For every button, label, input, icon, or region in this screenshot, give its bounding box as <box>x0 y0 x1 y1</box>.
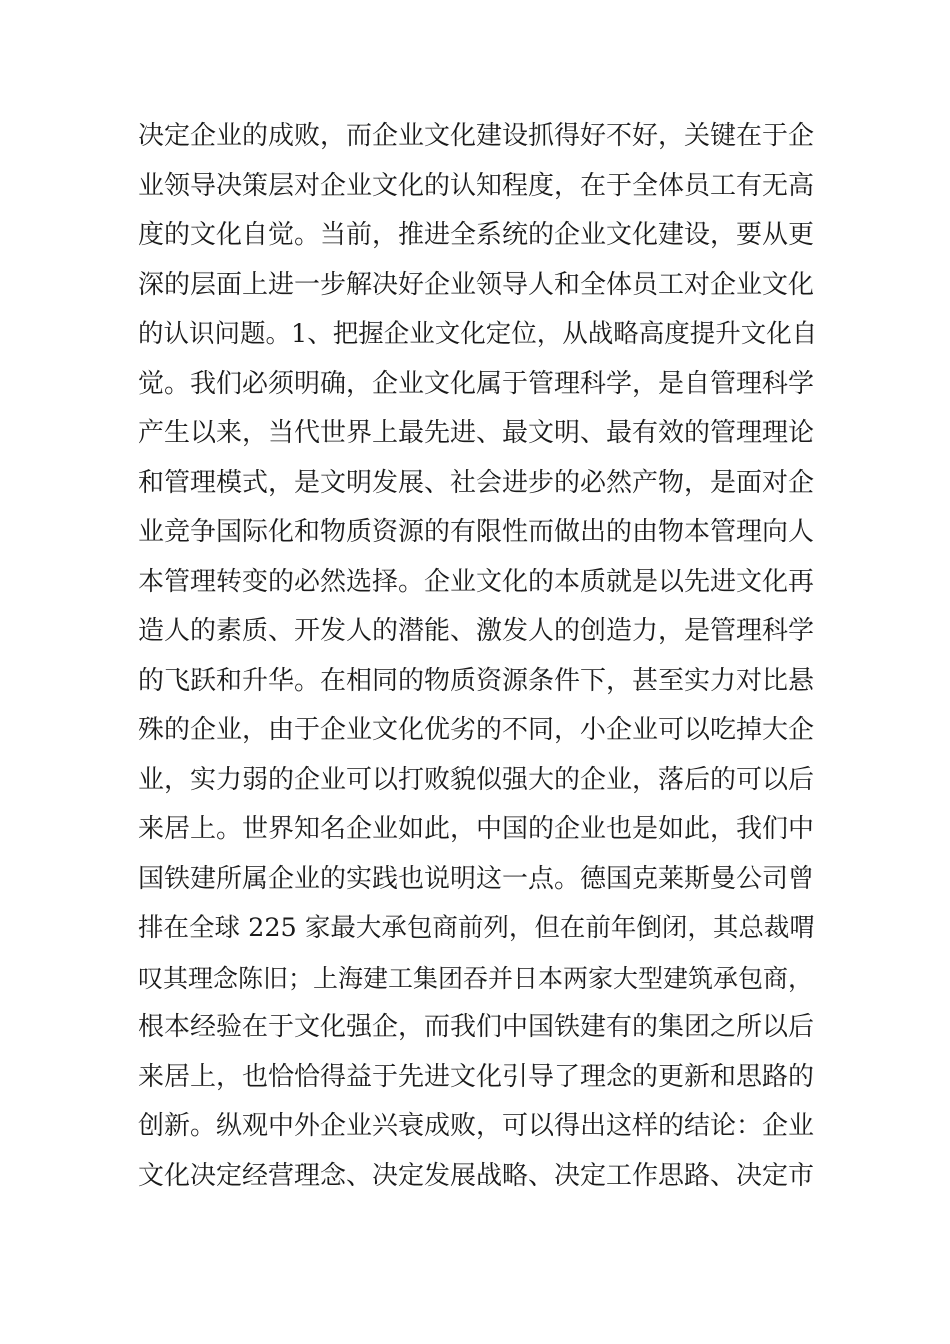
text-line: 本管理转变的必然选择。企业文化的本质就是以先进文化再 <box>138 566 815 597</box>
text-line: 产生以来，当代世界上最先进、最文明、最有效的管理理论 <box>138 418 815 448</box>
text-line: 文化决定经营理念、决定发展战略、决定工作思路、决定市 <box>138 1160 815 1191</box>
text-line: 来居上，也恰恰得益于先进文化引导了理念的更新和思路的 <box>138 1061 815 1092</box>
text-line: 叹其理念陈旧；上海建工集团吞并日本两家大型建筑承包商， <box>138 963 814 993</box>
text-line: 业，实力弱的企业可以打败貌似强大的企业，落后的可以后 <box>138 764 815 795</box>
text-line: 来居上。世界知名企业如此，中国的企业也是如此，我们中 <box>138 814 815 844</box>
text-line: 的认识问题。1、把握企业文化定位，从战略高度提升文化自 <box>138 319 818 349</box>
text-line: 根本经验在于文化强企，而我们中国铁建有的集团之所以后 <box>138 1012 815 1042</box>
text-line: 业竞争国际化和物质资源的有限性而做出的由物本管理向人 <box>138 517 815 547</box>
text-line: 和管理模式，是文明发展、社会进步的必然产物，是面对企 <box>138 467 815 498</box>
text-line: 深的层面上进一步解决好企业领导人和全体员工对企业文化 <box>138 269 815 300</box>
text-line: 排在全球 225 家最大承包商前列，但在前年倒闭，其总裁喟 <box>138 913 815 943</box>
text-line: 业领导决策层对企业文化的认知程度，在于全体员工有无高 <box>138 170 815 201</box>
text-line: 国铁建所属企业的实践也说明这一点。德国克莱斯曼公司曾 <box>138 863 815 894</box>
text-line: 创新。纵观中外企业兴衰成败，可以得出这样的结论：企业 <box>138 1111 815 1141</box>
text-line: 的飞跃和升华。在相同的物质资源条件下，甚至实力对比悬 <box>138 665 815 696</box>
text-line: 决定企业的成败，而企业文化建设抓得好不好，关键在于企 <box>138 121 815 151</box>
text-line: 觉。我们必须明确，企业文化属于管理科学，是自管理科学 <box>138 368 815 399</box>
text-line: 造人的素质、开发人的潜能、激发人的创造力，是管理科学 <box>138 616 815 646</box>
text-line: 度的文化自觉。当前，推进全系统的企业文化建设，要从更 <box>138 220 815 250</box>
body-paragraph <box>138 112 818 1201</box>
text-line: 殊的企业，由于企业文化优劣的不同，小企业可以吃掉大企 <box>138 715 815 745</box>
